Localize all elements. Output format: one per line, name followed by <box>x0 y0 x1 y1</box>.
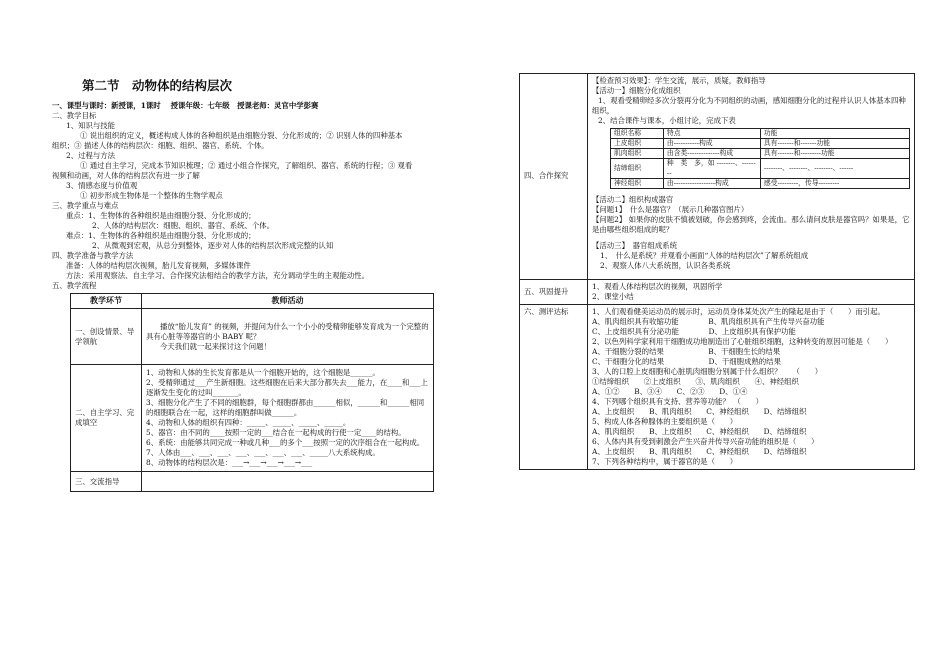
activity-2-title: 【活动二】组织构成器官 <box>592 194 674 204</box>
fill-item: 3、细胞分化产生了不同的细胞群，每个细胞群都由______相似，______和______相同的细胞联合在一起，这样的细胞群叫做______。 <box>146 398 425 418</box>
teaching-flow-table <box>70 293 434 493</box>
col-teacher-activity: 教师活动 <box>142 293 434 309</box>
keypoints-heading: 三、教学重点与难点 <box>52 200 119 210</box>
tissue-cell: 由-----------构成 <box>663 139 760 149</box>
col-stage: 教学环节 <box>71 293 142 309</box>
lesson-title: 第二节 动物体的结构层次 <box>82 78 233 93</box>
section-6: 六、测评达标 <box>520 304 588 469</box>
quiz-line: 6、人体内具有受到刺激会产生兴奋并传导兴奋功能的组织是（ ） <box>592 436 819 446</box>
tissue-cell: 感受---------，传导--------- <box>760 178 909 188</box>
goal-process: 2、过程与方法 <box>66 150 116 160</box>
stage-1: 一、创设情景、导学领航 <box>71 309 142 365</box>
check-preview: 【检查预习效果】：学生交流，展示，质疑，教师指导 <box>592 76 766 85</box>
section-5: 五、巩固提升 <box>520 279 588 304</box>
tissue-table <box>610 128 910 189</box>
quiz-line: C、上皮组织具有分泌功能 D、上皮组织具有保护功能 <box>592 326 796 336</box>
activity-1-step-1: 1、观看受精卵经多次分裂再分化为不同组织的动画，感知细胞分化的过程并认识人体基本四种组织， <box>592 95 906 115</box>
quiz-line: A、肌肉组织具有收缩功能 B、肌肉组织具有产生传导兴奋功能 <box>592 316 825 326</box>
difficulty-1: 难点：1、生物体的各种组织是由细胞分裂、分化形成的； <box>66 230 256 240</box>
quiz-line: A、干细胞分裂的结果 B、干细胞生长的结果 <box>592 346 781 356</box>
activity-1-title: 【活动一】细胞分化成组织 <box>592 85 681 95</box>
fill-item: 7、人体由___、___、___、___、___、___、___、_____八大系统构成。 <box>146 448 380 458</box>
quiz-line: 7、下列各种结构中，属于器官的是（ ） <box>592 456 738 466</box>
goal-attitude-a: ① 初步形成生物体是一个整体的生物学观点 <box>80 190 223 200</box>
goal-process-a: ① 通过自主学习，完成本节知识梳理；② 通过小组合作探究，了解组织、器官、系统的行程；③ 观看 <box>80 160 413 170</box>
goal-attitude: 3、情感态度与价值观 <box>66 180 138 190</box>
activity-3-title: 【活动三】 器官组成系统 <box>592 240 677 250</box>
activity-3-step-2: 2、观察人体八大系统图，认识各类系统 <box>600 260 731 270</box>
goal-process-b: 视频和动画，对人体的结构层次有进一步了解 <box>52 170 200 180</box>
quiz-line: 1、人们观看健美运动员的展示时，运动员身体某处次产生的隆起是由于（ ）而引起。 <box>592 306 885 316</box>
prep-heading: 四、教学准备与教学方法 <box>52 250 134 260</box>
stage-2: 二、自主学习、完成填空 <box>71 365 142 472</box>
activity-video-prompt: 播放“胎儿发育” 的视频，并提问为什么一个小小的受精卵能够发育成为一个完整的具有心脏等等器官的小 BABY 呢？ <box>146 321 429 341</box>
quiz-line: 3、人的口腔上皮细胞和心脏肌肉细胞分别属于什么组织？ （ ） <box>592 366 823 376</box>
flow-table-continued <box>519 73 915 470</box>
tissue-cell: 种 类 多，如 --------、-------- <box>663 159 760 178</box>
keypoint-2: 2、人体的结构层次：细胞、组织、器官、系统、个体。 <box>92 220 275 230</box>
tissue-cell: 上皮组织 <box>611 139 664 149</box>
review-step-1: 1、观看人体结构层次的视频，巩固所学 <box>592 281 723 291</box>
quiz-line: A、肌肉组织 B、上皮组织 C、神经组织 D、结缔组织 <box>592 426 807 436</box>
tissue-cell: 由------------------构成 <box>663 178 760 188</box>
stage-3: 三、交流指导 <box>71 472 142 492</box>
section-4: 四、合作探究 <box>520 74 588 280</box>
prep-materials: 准备：人体的结构层次视频，胎儿发育视频，多媒体课件 <box>66 260 251 270</box>
stage-2-activity <box>142 365 434 472</box>
quiz-line: A、上皮组织 B、肌肉组织 C、神经组织 D、结缔组织 <box>592 446 807 456</box>
flow-heading: 五、教学流程 <box>52 280 97 290</box>
goal-knowledge-b: 组织；③ 描述人体的结构层次：细胞、组织、器官、系统、个体。 <box>52 140 269 150</box>
left-page <box>52 78 437 492</box>
quiz-line: 4、下列哪个组织具有支持、营养等功能？ （ ） <box>592 396 763 406</box>
quiz-line: ①结缔组织 ②上皮组织 ③、肌肉组织 ④、神经组织 <box>592 376 799 386</box>
tissue-header-feature: 特点 <box>663 128 760 138</box>
stage-3-activity <box>142 472 434 492</box>
stage-1-activity <box>142 309 434 365</box>
goal-knowledge-a: ① 说出组织的定义，概述构成人体的各种组织是由细胞分裂、分化形成的；② 识别人体的四种基本 <box>80 130 403 140</box>
right-page <box>519 73 915 470</box>
quiz-line: A、①② B、③④ C、②③ D、①④ <box>592 386 748 396</box>
quiz-line: A、上皮组织 B、肌肉组织 C、神经组织 D、结缔组织 <box>592 406 807 416</box>
keypoint-1: 重点：1、生物体的各种组织是由细胞分裂、分化形成的； <box>66 210 256 220</box>
goal-knowledge: 1、知识与技能 <box>66 120 116 130</box>
question-1: 【问题1】 什么是器官？（展示几种器官图片） <box>592 204 749 214</box>
tissue-cell: 结缔组织 <box>611 159 664 178</box>
prep-methods: 方法：采用观察法、自主学习、合作探究法相结合的教学方法，充分调动学生的主观能动性。 <box>66 270 370 280</box>
lesson-meta: 一、课型与课时：新授课，1课时 授课年级：七年级 授课老师：灵官中学彭赛 <box>52 100 319 110</box>
activity-3-step-1: 1、 什么是系统？并观看小画面“人体的结构层次”了解系统组成 <box>600 250 809 260</box>
fill-item: 5、器官：由不同的____按照一定的___结合在一起构成的行使一定____的结构。 <box>146 428 406 438</box>
question-2: 【问题2】 如果你的皮肤不慎被划破，你会感到疼，会流血。那么请问皮肤是器官吗？如果是，它是由哪些组织组成的呢？ <box>592 214 910 234</box>
fill-item: 6、系统：由能够共同完成一种或几种___的多个___按照一定的次序组合在一起构成。 <box>146 438 425 448</box>
goals-heading: 二、教学目标 <box>52 110 97 120</box>
fill-item: 1、动物和人体的生长发育都是从一个细胞开始的，这个细胞是______。 <box>146 368 380 378</box>
fill-item: 4、动物和人体的组织有四种：_____、_____、_____、_____。 <box>146 418 351 428</box>
tissue-cell: 神经组织 <box>611 178 664 188</box>
tissue-cell: 具有-------和---------功能 <box>760 149 909 159</box>
tissue-cell: 具有-------和-------功能 <box>760 139 909 149</box>
activity-1-step-2: 2、结合课件与课本，小组讨论，完成下表 <box>598 115 736 125</box>
fill-item: 8、动物体的结构层次是：___→___→___→___→___ <box>146 458 313 468</box>
section-4-content <box>588 74 915 280</box>
tissue-header-name: 组织名称 <box>611 128 664 138</box>
tissue-cell: 肌肉组织 <box>611 149 664 159</box>
section-6-content <box>588 304 915 469</box>
quiz-line: 2、以色列科学家利用干细胞成功地制造出了心脏组织细胞，这种转变的原因可能是（ ） <box>592 336 893 346</box>
quiz-line: C、干细胞分化的结果 D、干细胞成熟的结果 <box>592 356 781 366</box>
section-5-content <box>588 279 915 304</box>
fill-item: 2、受精卵通过___产生新细胞。这些细胞在后来大部分都失去___能力，在____和___上逐渐发生变化的过叫_______。 <box>146 378 428 398</box>
tissue-header-function: 功能 <box>760 128 909 138</box>
tissue-cell: --------、--------、--------、------ <box>760 159 909 178</box>
activity-intro: 今天我们就一起来探讨这个问题！ <box>160 341 271 351</box>
difficulty-2: 2、从微观到宏观，从总分到整体，逐步对人体的结构层次形成完整的认知 <box>92 240 334 250</box>
tissue-cell: 由含类--------------构成 <box>663 149 760 159</box>
review-step-2: 2、课堂小结 <box>592 291 634 301</box>
quiz-line: 5、构成人体各种腺体的主要组织是（ ） <box>592 416 738 426</box>
